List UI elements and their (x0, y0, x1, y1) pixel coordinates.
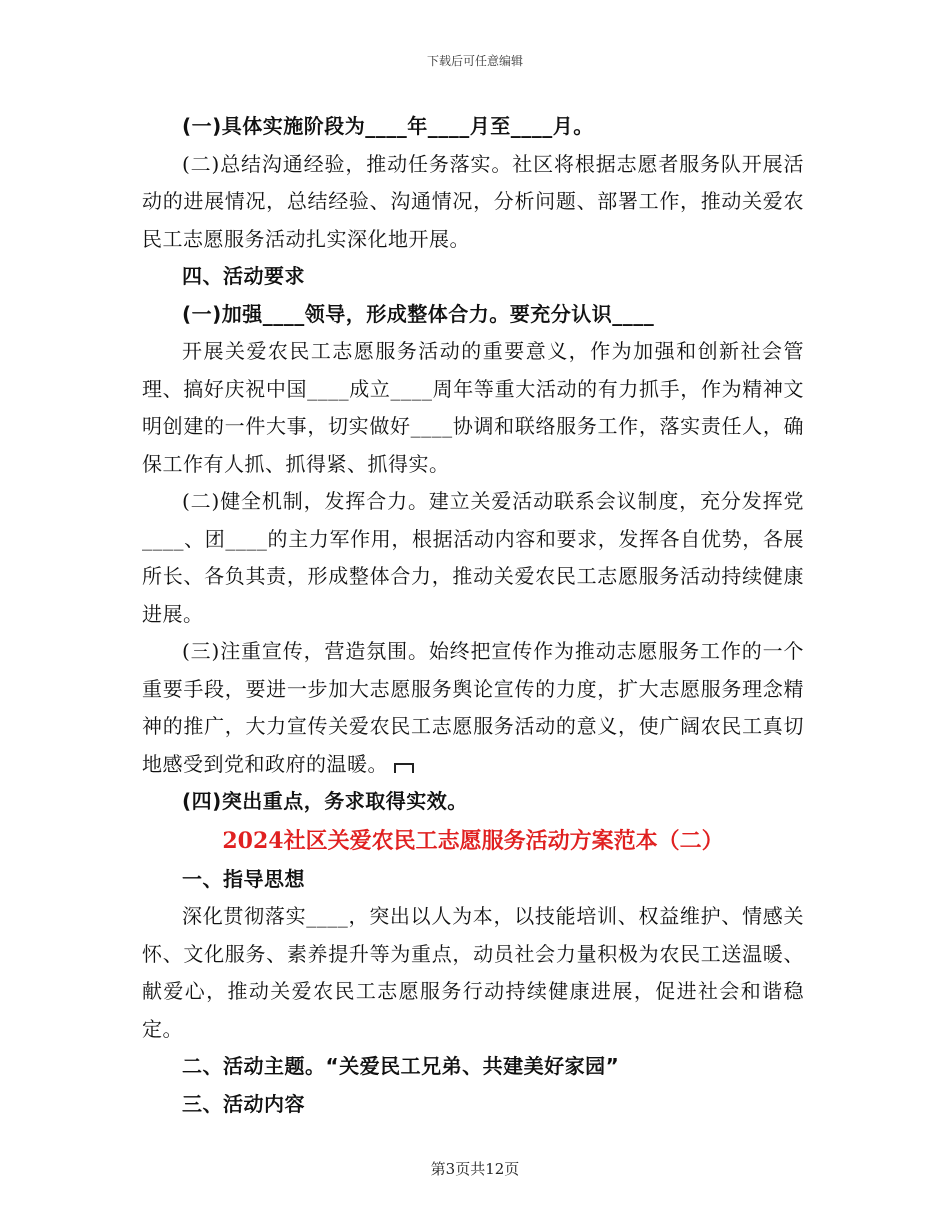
paragraph-guiding-ideology: 深化贯彻落实____，突出以人为本，以技能培训、权益维护、情感关怀、文化服务、素养提升等为重点，动员社会力量积极为农民工送温暖、献爱心，推动关爱农民工志愿服务行动持续健康进展，促进社会和谐稳定。 (142, 904, 804, 1041)
paragraph-strengthen-leadership: (一)加强____领导，形成整体合力。要充分认识____ (182, 301, 655, 326)
page-footer: 第3页共12页 (430, 1160, 520, 1178)
page-header: 下载后可任意编辑 (426, 54, 523, 68)
section-title: 2024社区关爱农民工志愿服务活动方案范本（二） (222, 827, 724, 854)
paragraph-publicity-text: (三)注重宣传，营造氛围。始终把宣传作为推动志愿服务工作的一个重要手段，要进一步加大志愿服务舆论宣传的力度，扩大志愿服务理念精神的推广，大力宣传关爱农民工志愿服务活动的意义，使广阔农民工真切地感受到党和政府的温暖。 (142, 639, 804, 776)
paragraph-mechanism: (二)健全机制，发挥合力。建立关爱活动联系会议制度，充分发挥党____、团____的主力军作用，根据活动内容和要求，发挥各自优势，各展所长、各负其责，形成整体合力，推动关爱农民工志愿服务活动持续健康进展。 (142, 489, 804, 626)
heading-activity-requirements: 四、活动要求 (182, 264, 305, 288)
heading-guiding-ideology: 一、指导思想 (182, 866, 305, 891)
paragraph-key-points: (四)突出重点，务求取得实效。 (182, 789, 468, 813)
document-body (142, 108, 804, 1123)
paragraph-publicity (142, 633, 804, 783)
paragraph-significance: 开展关爱农民工志愿服务活动的重要意义，作为加强和创新社会管理、搞好庆祝中国____成立____周年等重大活动的有力抓手，作为精神文明创建的一件大事，切实做好____协调和联络服务工作，落实责任人，确保工作有人抓、抓得紧、抓得实。 (142, 339, 804, 476)
paragraph-summarize-experience: (二)总结沟通经验，推动任务落实。社区将根据志愿者服务队开展活动的进展情况，总结经验、沟通情况，分析问题、部署工作，推动关爱农民工志愿服务活动扎实深化地开展。 (142, 151, 804, 251)
bracket-mark-icon (394, 763, 414, 773)
heading-activity-theme: 二、活动主题。“关爱民工兄弟、共建美好家园” (182, 1054, 620, 1078)
paragraph-implementation-stage: (一)具体实施阶段为____年____月至____月。 (182, 114, 594, 138)
heading-activity-content: 三、活动内容 (182, 1091, 305, 1116)
